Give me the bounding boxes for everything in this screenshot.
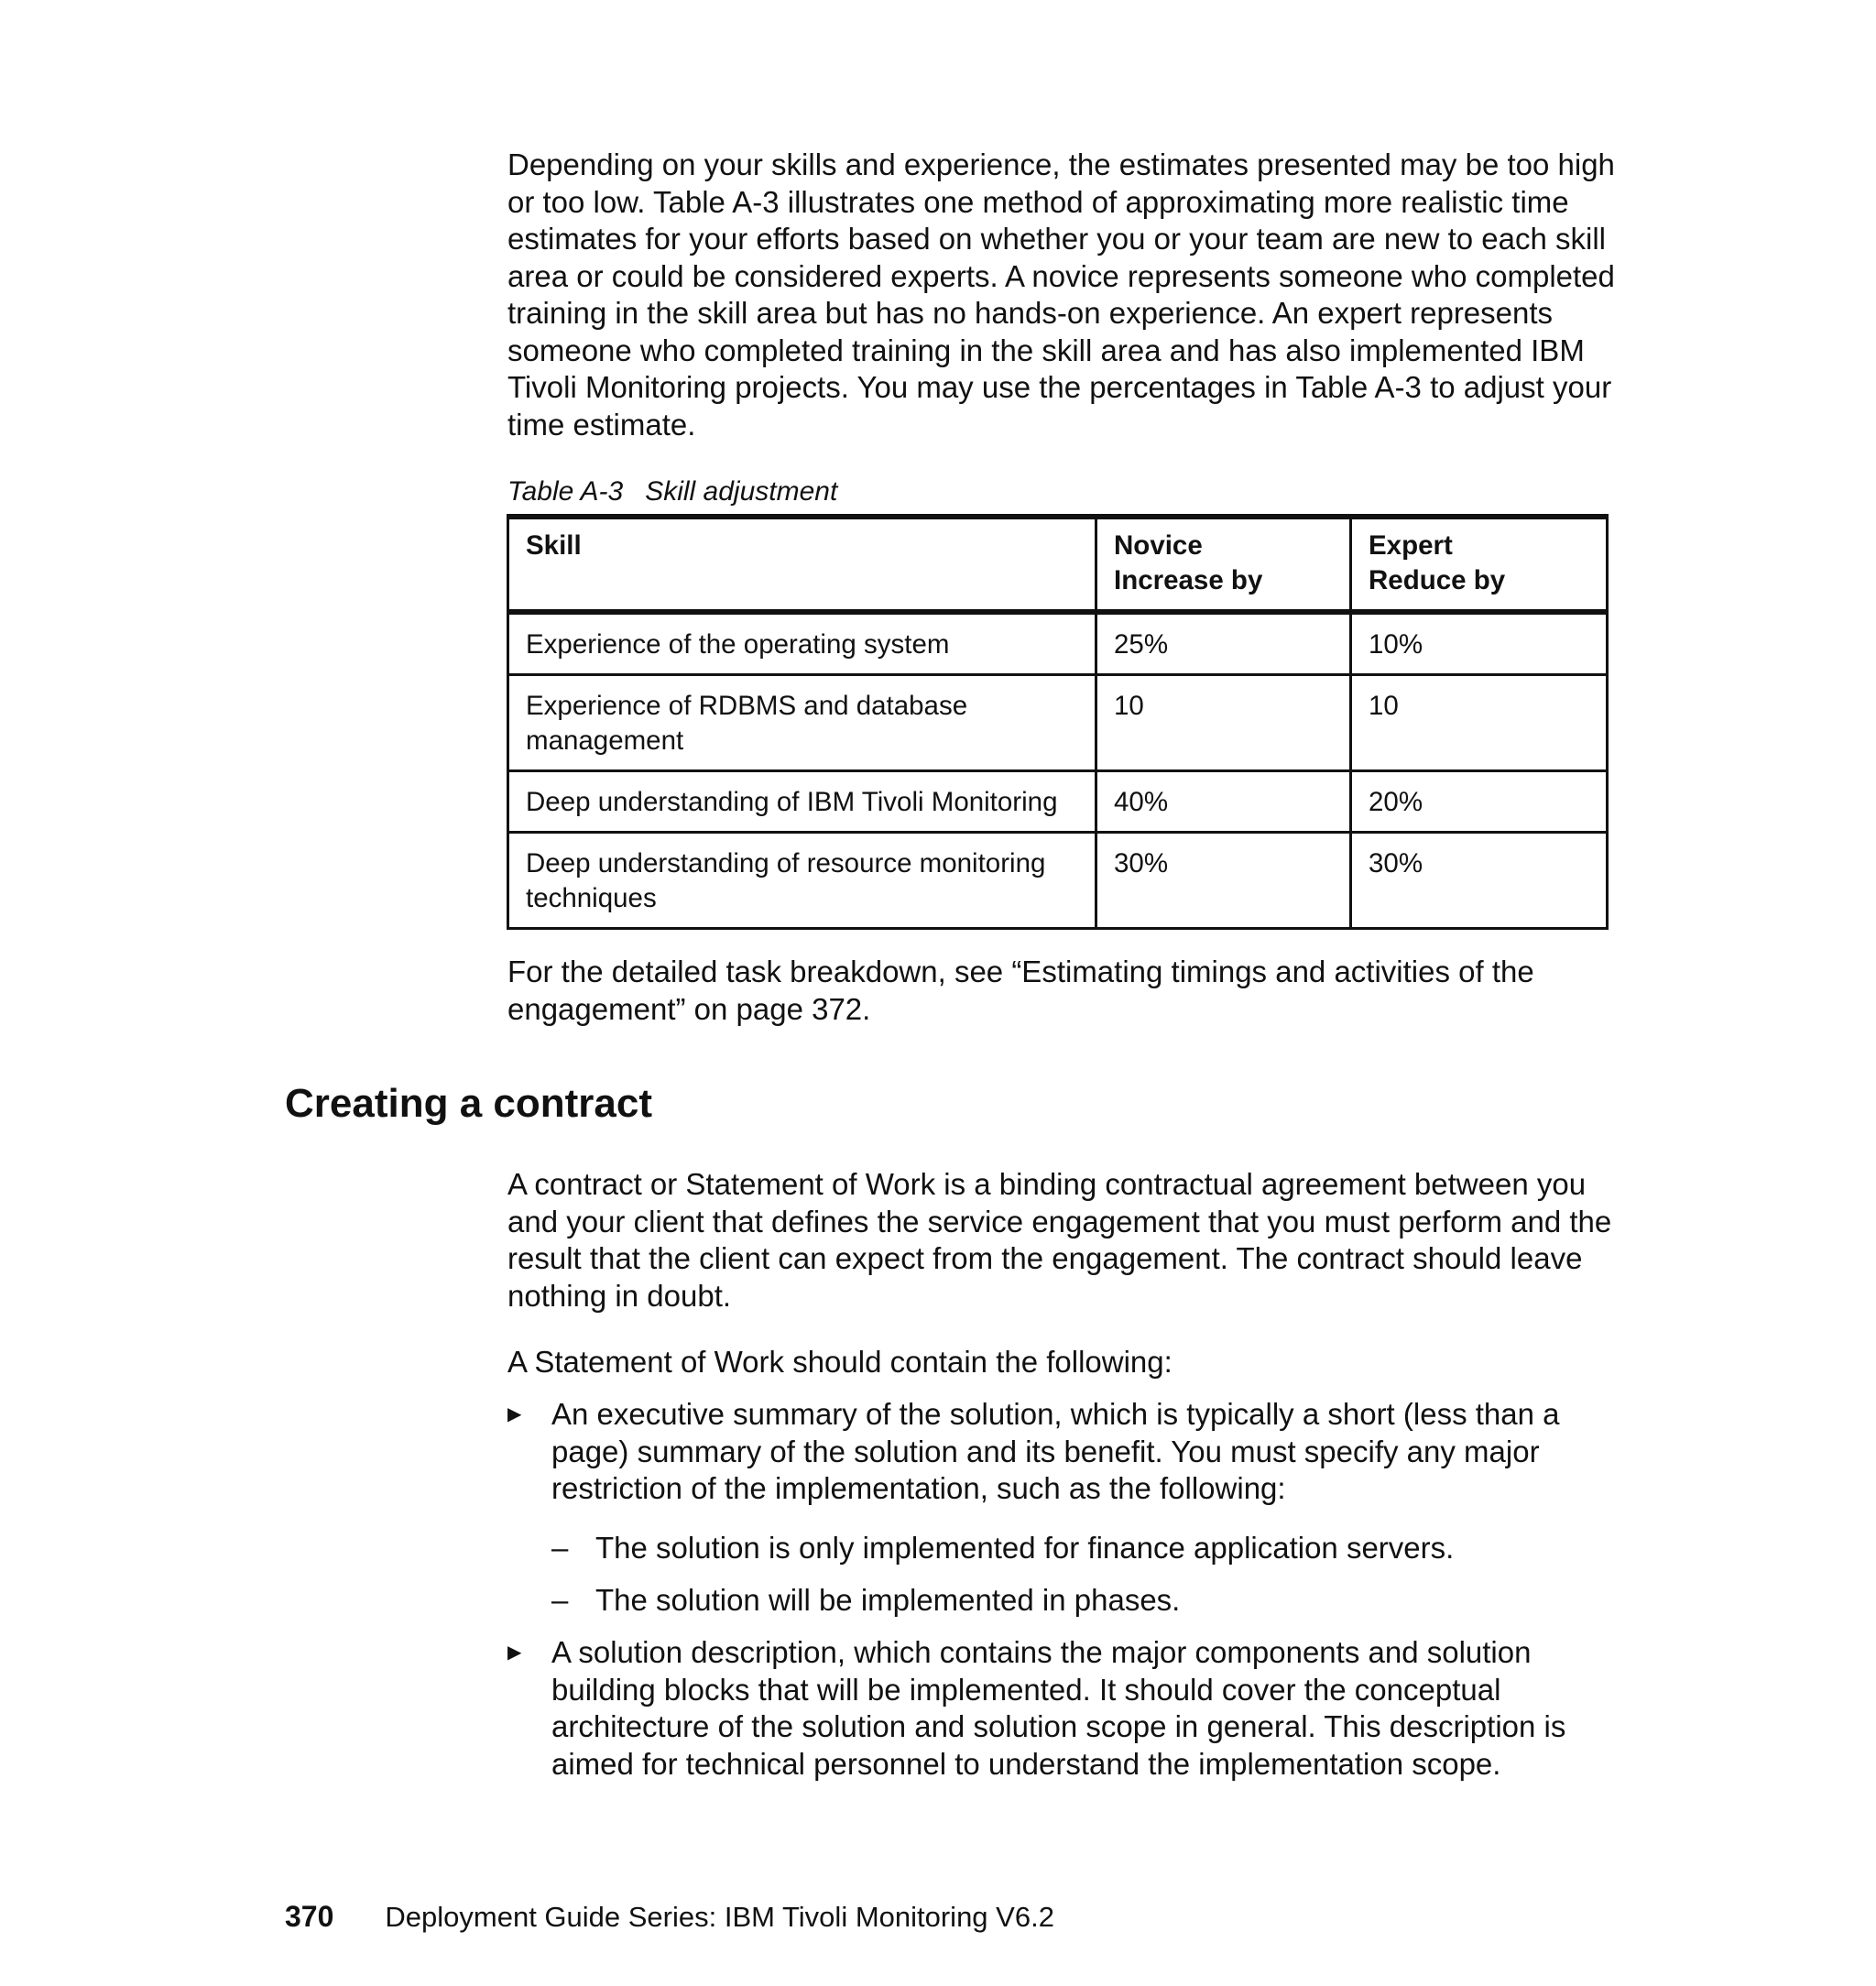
sub-list-item (551, 1530, 1614, 1567)
triangle-bullet-icon: ▶ (507, 1404, 522, 1424)
cell-skill: Deep understanding of IBM Tivoli Monitoring (508, 771, 1096, 833)
cell-expert: 30% (1351, 833, 1608, 929)
section-heading: Creating a contract (285, 1081, 652, 1126)
table-caption (507, 474, 837, 510)
list-item-text: An executive summary of the solution, which is typically a short (less than a page) summary of the solution and its benefit. You must specify any major restriction of the implementation, such as the following: (551, 1397, 1560, 1505)
sub-list-item-text: The solution is only implemented for finance application servers. (595, 1531, 1455, 1565)
sub-list-item (551, 1582, 1614, 1620)
dash-bullet-icon: – (551, 1583, 569, 1617)
triangle-bullet-icon: ▶ (507, 1642, 522, 1663)
page-footer (285, 1898, 1054, 1936)
contract-paragraph: A contract or Statement of Work is a binding contractual agreement between you and your client that defines the service engagement that you must perform and the result that the client can expect from the engagement. The contract should leave nothing in doubt. (507, 1167, 1612, 1313)
page-number: 370 (285, 1900, 334, 1933)
cell-novice: 40% (1096, 771, 1351, 833)
sub-list-item-text: The solution will be implemented in phases. (595, 1583, 1181, 1617)
table-row (508, 612, 1608, 675)
header-expert: Expert Reduce by (1351, 517, 1608, 612)
dash-bullet-icon: – (551, 1531, 569, 1565)
cell-novice: 30% (1096, 833, 1351, 929)
header-novice: Novice Increase by (1096, 517, 1351, 612)
list-item (507, 1396, 1616, 1508)
header-skill: Skill (508, 517, 1096, 612)
sow-intro-paragraph: A Statement of Work should contain the following: (507, 1345, 1172, 1379)
book-title: Deployment Guide Series: IBM Tivoli Monitoring V6.2 (385, 1901, 1054, 1933)
task-breakdown-paragraph: For the detailed task breakdown, see “Estimating timings and activities of the engagement” on page 372. (507, 955, 1534, 1026)
table-row (508, 675, 1608, 771)
cell-novice: 25% (1096, 612, 1351, 675)
list-item (507, 1634, 1616, 1783)
table-header-row (508, 517, 1608, 612)
cell-expert: 10 (1351, 675, 1608, 771)
table-row (508, 833, 1608, 929)
cell-expert: 20% (1351, 771, 1608, 833)
cell-skill: Deep understanding of resource monitoring techniques (508, 833, 1096, 929)
table-caption-title: Skill adjustment (645, 476, 838, 507)
skill-adjustment-table (507, 514, 1609, 930)
cell-expert: 10% (1351, 612, 1608, 675)
intro-paragraph: Depending on your skills and experience, the estimates presented may be too high or too low. Table A-3 illustrates one method of approximating more realistic time estimates for your efforts based on whether you or your team are new to each skill area or could be considered experts. A novice represents someone who completed training in the skill area but has no hands-on experience. An expert represents someone who completed training in the skill area and has also implemented IBM Tivoli Monitoring projects. You may use the percentages in Table A-3 to adjust your time estimate. (507, 147, 1615, 442)
cell-novice: 10 (1096, 675, 1351, 771)
table-caption-number: Table A-3 (507, 476, 624, 507)
table-row (508, 771, 1608, 833)
cell-skill: Experience of RDBMS and database management (508, 675, 1096, 771)
list-item-text: A solution description, which contains the major components and solution building blocks that will be implemented. It should cover the conceptual architecture of the solution and solution scope in general. This description is aimed for technical personnel to understand the implementation scope. (551, 1635, 1566, 1781)
cell-skill: Experience of the operating system (508, 612, 1096, 675)
